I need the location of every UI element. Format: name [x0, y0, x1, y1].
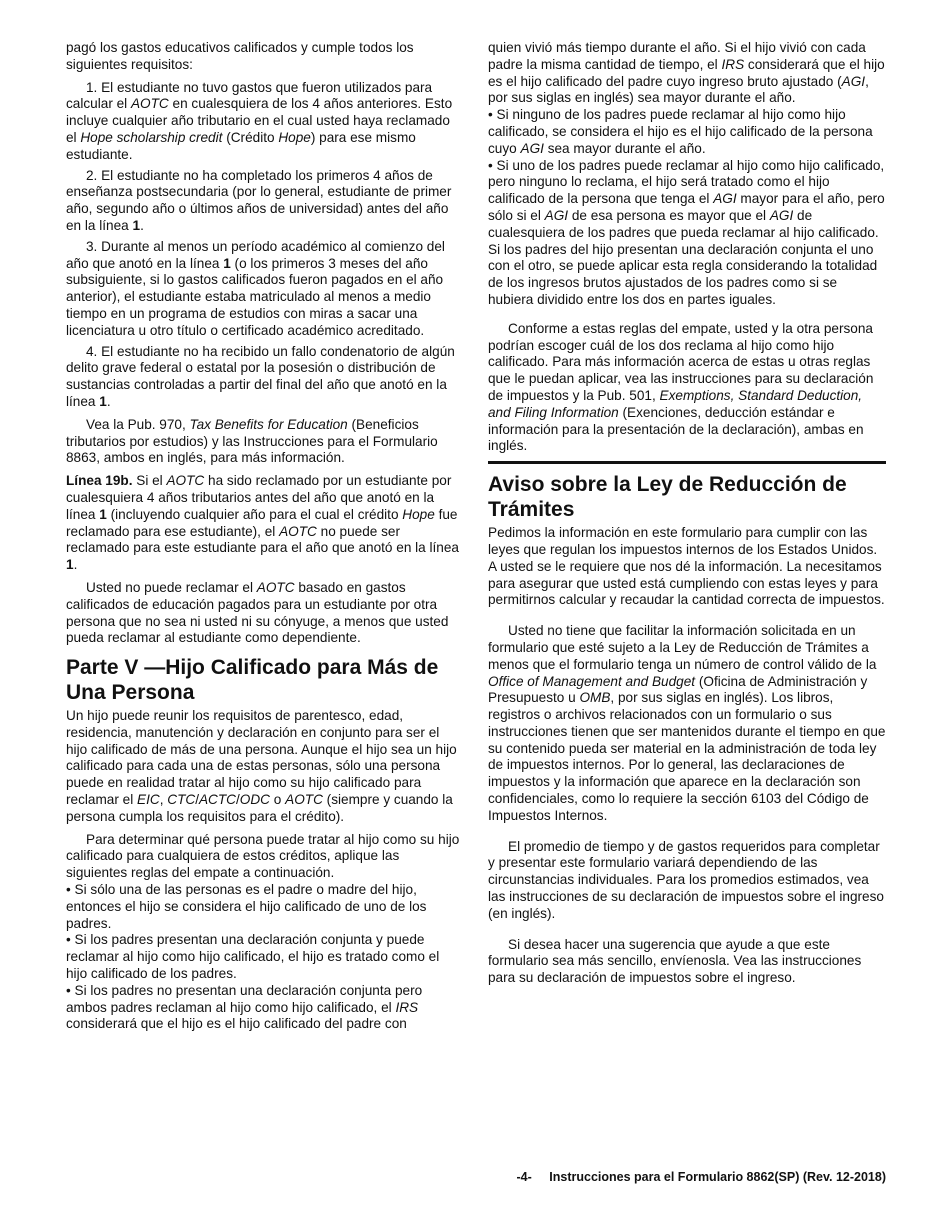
italic-term: AOTC [285, 792, 323, 808]
text-run: Si el [132, 473, 167, 489]
italic-term: AGI [544, 207, 569, 223]
text-run: (Oficina de Administración y Presupuesto u [488, 673, 868, 706]
text-run: , por sus siglas en inglés). Los libros, registros o archivos relacionados con un formulario o sus instrucciones tienen que ser mantenidos durante el tiempo en que su contenido pueda ser material en la administración de toda ley de impuestos internos. Por lo general, las declaraciones de impuestos y la información que aparece en la declaración son confidenciales, como lo requiere la sección 6103 del Código de Impuestos Internos. [488, 690, 886, 823]
text-run: mayor para el año, pero sólo si el [488, 191, 885, 223]
italic-term: AGI [520, 140, 544, 156]
italic-term: AOTC [256, 579, 295, 595]
line-19b-paragraph [66, 473, 462, 574]
text-run: , [159, 792, 168, 808]
paragraph [66, 832, 462, 882]
text-run: , por sus siglas en inglés) sea mayor durante el año. [488, 73, 869, 106]
text-run: (incluyendo cualquier año para el cual el crédito [106, 506, 403, 522]
italic-term: AGI [713, 191, 737, 207]
italic-term: Tax Benefits for Education [189, 416, 348, 432]
text-run: (o los primeros 3 meses del año subsiguiente, si lo gastos calificados fueron pagados en el año anterior), el estudiante estaba matriculado al menos a medio tiempo en un programa de estudios con miras a sacar una licenciatura u otro título o certificado académico acreditado. [66, 255, 444, 338]
text-run: • Si uno de los padres puede reclamar al hijo como hijo calificado, pero ninguno lo reclama, el hijo será tratado como el hijo calificado de la persona que tenga el [488, 157, 885, 207]
italic-term: AGI [841, 73, 866, 89]
text-run: considerará que el hijo es el hijo calificado del padre cuyo ingreso bruto ajustado ( [488, 56, 885, 89]
text-run: • Si sólo una de las personas es el padre o madre del hijo, entonces el hijo se considera el hijo calificado de uno de los padres. [66, 882, 427, 931]
italic-term: CTC [167, 792, 196, 808]
paragraph [66, 40, 462, 74]
page-number: -4- [516, 1170, 532, 1184]
text-run: ha sido reclamado por un estudiante por cualesquiera 4 años tributarios antes del año que anotó en la línea [66, 473, 452, 522]
left-column [66, 40, 462, 1033]
text-run: . [140, 217, 144, 233]
text-run: (Exenciones, deducción estándar e información para la presentación de la declaración), ambas en inglés. [488, 404, 864, 454]
text-run: El promedio de tiempo y de gastos requeridos para completar y presentar este formulario variará dependiendo de las circunstancias individuales. Para los promedios estimados, vea las instrucciones de su declaración de impuestos sobre el ingreso (en inglés). [488, 838, 884, 921]
bullet-item [488, 158, 886, 309]
text-run: (siempre y cuando la persona cumpla los requisitos para el crédito). [66, 792, 453, 824]
italic-term: Hope scholarship credit [80, 129, 223, 145]
text-run: 4. El estudiante no ha recibido un fallo condenatorio de algún delito grave federal o estatal por la posesión o distribución de sustancias controladas a partir del final del año que anotó en la línea [66, 343, 455, 409]
text-run: Pedimos la información en este formulario para cumplir con las leyes que regulan los impuestos internos de los Estados Unidos. A usted se le requiere que nos dé la información. La necesitamos para asegurar que usted está cumpliendo con estas leyes y para permitirnos calcular y recaudar la cantidad correcta de impuestos. [488, 525, 885, 608]
requirement-2 [66, 168, 462, 235]
italic-term: OMB [579, 690, 611, 706]
text-run: fue reclamado para ese estudiante), el [66, 506, 458, 539]
italic-term: AGI [769, 207, 794, 223]
text-run: . [106, 393, 111, 409]
text-run: de esa persona es mayor que el [568, 207, 770, 223]
text-run: / [195, 792, 199, 808]
paragraph [488, 321, 886, 455]
text-run: basado en gastos calificados de educación pagados para un estudiante por otra persona que no sea ni usted ni su cónyuge, a menos que usted pueda reclamar al estudiante como dependiente. [66, 579, 449, 646]
right-column [488, 40, 886, 987]
text-run: • Si ninguno de los padres puede reclamar al hijo como hijo calificado, se considera el hijo es el hijo calificado de la persona cuyo [488, 107, 873, 156]
bullet-item [66, 932, 462, 982]
paragraph [488, 839, 886, 923]
text-run: (Crédito [222, 129, 279, 145]
text-run: / [236, 792, 240, 808]
text-run: . [73, 557, 78, 573]
text-run: 3. Durante al menos un período académico al comienzo del año que anotó en la línea [66, 238, 445, 271]
text-run: Vea la Pub. 970, [86, 416, 190, 432]
paragraph [488, 937, 886, 987]
italic-term: AOTC [279, 523, 317, 539]
italic-term: IRS [395, 999, 419, 1015]
paragraph [488, 623, 886, 825]
text-run: Para determinar qué persona puede tratar al hijo como su hijo calificado para cualquiera de estos créditos, aplique las siguientes reglas del empate a continuación. [66, 831, 460, 881]
text-run: no puede ser reclamado para este estudiante para el año que anotó en la línea [66, 523, 459, 556]
text-run: considerará que el hijo es el hijo calificado del padre con [66, 1016, 407, 1032]
paragraph [66, 580, 462, 647]
text-run: sea mayor durante el año. [543, 140, 706, 156]
bold-term: 1 [99, 506, 107, 522]
text-run: o [270, 792, 286, 808]
text-run: 2. El estudiante no ha completado los primeros 4 años de enseñanza postsecundaria (por lo general, estudiante de primer año, segundo año o últimos años de universidad) antes del año en la línea [66, 167, 452, 233]
italic-term: Hope [402, 506, 435, 522]
italic-term: Hope [278, 129, 311, 145]
bold-term: 1 [99, 393, 107, 409]
paragraph [66, 417, 462, 467]
bullet-item [488, 107, 886, 157]
italic-term: AOTC [130, 96, 169, 112]
italic-term: ODC [239, 792, 270, 808]
text-run: quien vivió más tiempo durante el año. Si el hijo vivió con cada padre la misma cantidad de tiempo, el [488, 40, 866, 72]
text-run: Un hijo puede reunir los requisitos de parentesco, edad, residencia, manutención y declaración en conjunto para ser el hijo calificado de más de una persona. Aunque el hijo sea un hijo calificado para cada una de estas personas, sólo una persona puede en realidad tratar al hijo como su hijo calificado para reclamar el [66, 708, 457, 808]
text-run: Usted no tiene que facilitar la información solicitada en un formulario que esté sujeto a la Ley de Reducción de Trámites a menos que el formulario tenga un número de control válido de la [488, 623, 877, 672]
bold-term: 1 [66, 557, 74, 573]
section-heading-parte-v: Parte V —Hijo Calificado para Más de Una Persona [66, 656, 439, 705]
text-run: Si desea hacer una sugerencia que ayude a que este formulario sea más sencillo, envíenosla. Vea las instrucciones para su declaración de impuestos sobre el ingreso. [488, 936, 862, 986]
text-run: • Si los padres presentan una declaración conjunta y puede reclamar al hijo como hijo calificado, el hijo es tratado como el hijo calificado de los padres. [66, 932, 440, 982]
italic-term: IRS [721, 56, 745, 72]
text-run: (Beneficios tributarios por estudios) y las Instrucciones para el Formulario 8863, ambos en inglés, para más información. [66, 416, 438, 466]
requirement-3 [66, 239, 462, 340]
text-run: pagó los gastos educativos calificados y cumple todos los siguientes requisitos: [66, 40, 414, 72]
italic-term: Exemptions, Standard Deduction, and Filing Information [488, 387, 863, 420]
text-run: • Si los padres no presentan una declaración conjunta pero ambos padres reclaman al hijo como hijo calificado, el [66, 982, 423, 1015]
italic-term: Office of Management and Budget [488, 673, 696, 689]
text-run: 1. El estudiante no tuvo gastos que fueron utilizados para calcular el [66, 79, 433, 112]
bold-term: 1 [223, 255, 231, 271]
paragraph [66, 708, 462, 826]
section-divider [488, 461, 886, 522]
requirement-4 [66, 344, 462, 411]
italic-term: AOTC [166, 473, 205, 489]
text-run: Conforme a estas reglas del empate, usted y la otra persona podrían escoger cuál de los dos reclama al hijo como hijo calificado. Para más información acerca de estas u otras reglas que le puedan aplicar, vea las instrucciones para su declaración de impuestos y la Pub. 501, [488, 320, 874, 403]
page-footer [517, 1170, 886, 1184]
italic-term: ACTC [198, 792, 236, 808]
italic-term: EIC [137, 792, 160, 808]
paragraph [488, 40, 886, 107]
bullet-item [66, 882, 462, 932]
bold-term: 1 [132, 217, 141, 233]
requirement-1 [66, 80, 462, 164]
text-run: Usted no puede reclamar el [86, 579, 257, 595]
text-run: ) para ese mismo estudiante. [66, 129, 416, 162]
bullet-item [66, 983, 462, 1033]
paragraph [488, 525, 886, 609]
text-run: en cualesquiera de los 4 años anteriores. Esto incluye cualquier año tributario en el cual usted haya reclamado el [66, 96, 453, 145]
section-heading-aviso: Aviso sobre la Ley de Reducción de Trámites [488, 473, 847, 522]
bold-term: Línea 19b. [66, 473, 133, 489]
footer-title: Instrucciones para el Formulario 8862(SP) (Rev. 12-2018) [549, 1170, 886, 1184]
text-run: de cualesquiera de los padres que pueda reclamar al hijo calificado. Si los padres del hijo presentan una declaración conjunta el uno con el otro, se puede aplicar esta regla considerando la totalidad de los ingresos brutos ajustados de los padres como si se hubiera dividido entre los dos en partes iguales. [488, 207, 879, 307]
